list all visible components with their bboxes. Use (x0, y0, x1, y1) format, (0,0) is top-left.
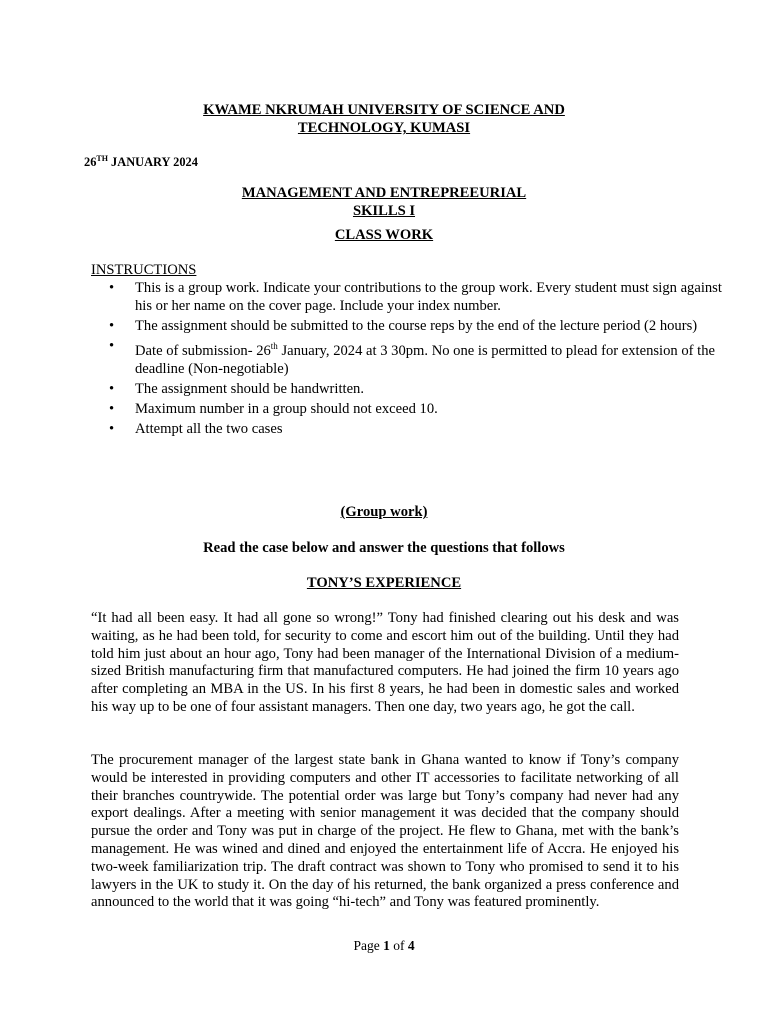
course-title-line2: SKILLS I (352, 203, 416, 219)
instruction-item: • Maximum number in a group should not exceed 10. (135, 400, 725, 418)
instructions-heading: INSTRUCTIONS (91, 262, 197, 278)
group-work-label: (Group work) (340, 504, 428, 520)
page-word: Page (353, 938, 384, 953)
of-word: of (389, 938, 408, 953)
instruction-item: • The assignment should be handwritten. (135, 380, 725, 398)
case-paragraph-2: The procurement manager of the largest state bank in Ghana wanted to know if Tony’s company would be interested in providing computers and other IT accessories to facilitate networking of all their branches countrywide. The potential order was large but Tony’s company had never had any export dealings. After a meeting with senior management it was decided that the company should pursue the order and Tony was put in charge of the project. He flew to Ghana, met with the bank’s management. He was wined and dined and enjoyed the entertainment life of Accra. He enjoyed his two-week familiarization trip. The draft contract was shown to Tony who promised to send it to his lawyers in the UK to study it. On the day of his returned, the bank organized a press conference and announced to the world that it was going “hi-tech” and Tony was featured prominently. (91, 752, 679, 911)
case-title: TONY’S EXPERIENCE (306, 575, 462, 591)
university-name-line1: KWAME NKRUMAH UNIVERSITY OF SCIENCE AND (203, 102, 565, 118)
university-name-line2: TECHNOLOGY, KUMASI (297, 120, 471, 136)
page-number: 1 (383, 938, 390, 953)
course-title-line1: MANAGEMENT AND ENTREPREEURIAL (241, 185, 527, 201)
document-date: 26TH JANUARY 2024 (84, 154, 198, 170)
instruction-item: • This is a group work. Indicate your contributions to the group work. Every student must sign against his or her name on the cover page. Include your index number. (135, 279, 725, 315)
case-prompt: Read the case below and answer the questions that follows (203, 540, 565, 556)
case-paragraph-1: “It had all been easy. It had all gone so wrong!” Tony had finished clearing out his desk and was waiting, as he had been told, for security to come and escort him out of the building. Until they had told him just about an hour ago, Tony had been manager of the International Division of a medium-sized British manufacturing firm that manufactured computers. He had joined the firm 10 years ago after completing an MBA in the US. In his first 8 years, he had been in domestic sales and worked his way up to be one of four assistant managers. Then one day, two years ago, he got the call. (91, 610, 679, 715)
instructions-list (91, 279, 725, 440)
work-type-heading: CLASS WORK (334, 227, 434, 243)
page-total: 4 (407, 938, 415, 953)
instruction-item: • The assignment should be submitted to the course reps by the end of the lecture period (2 hours) (135, 317, 725, 335)
instruction-item: • Date of submission- 26th January, 2024 at 3 30pm. No one is permitted to plead for extension of the deadline (Non-negotiable) (135, 337, 725, 378)
page-footer (0, 937, 768, 955)
instruction-item: • Attempt all the two cases (135, 420, 725, 438)
